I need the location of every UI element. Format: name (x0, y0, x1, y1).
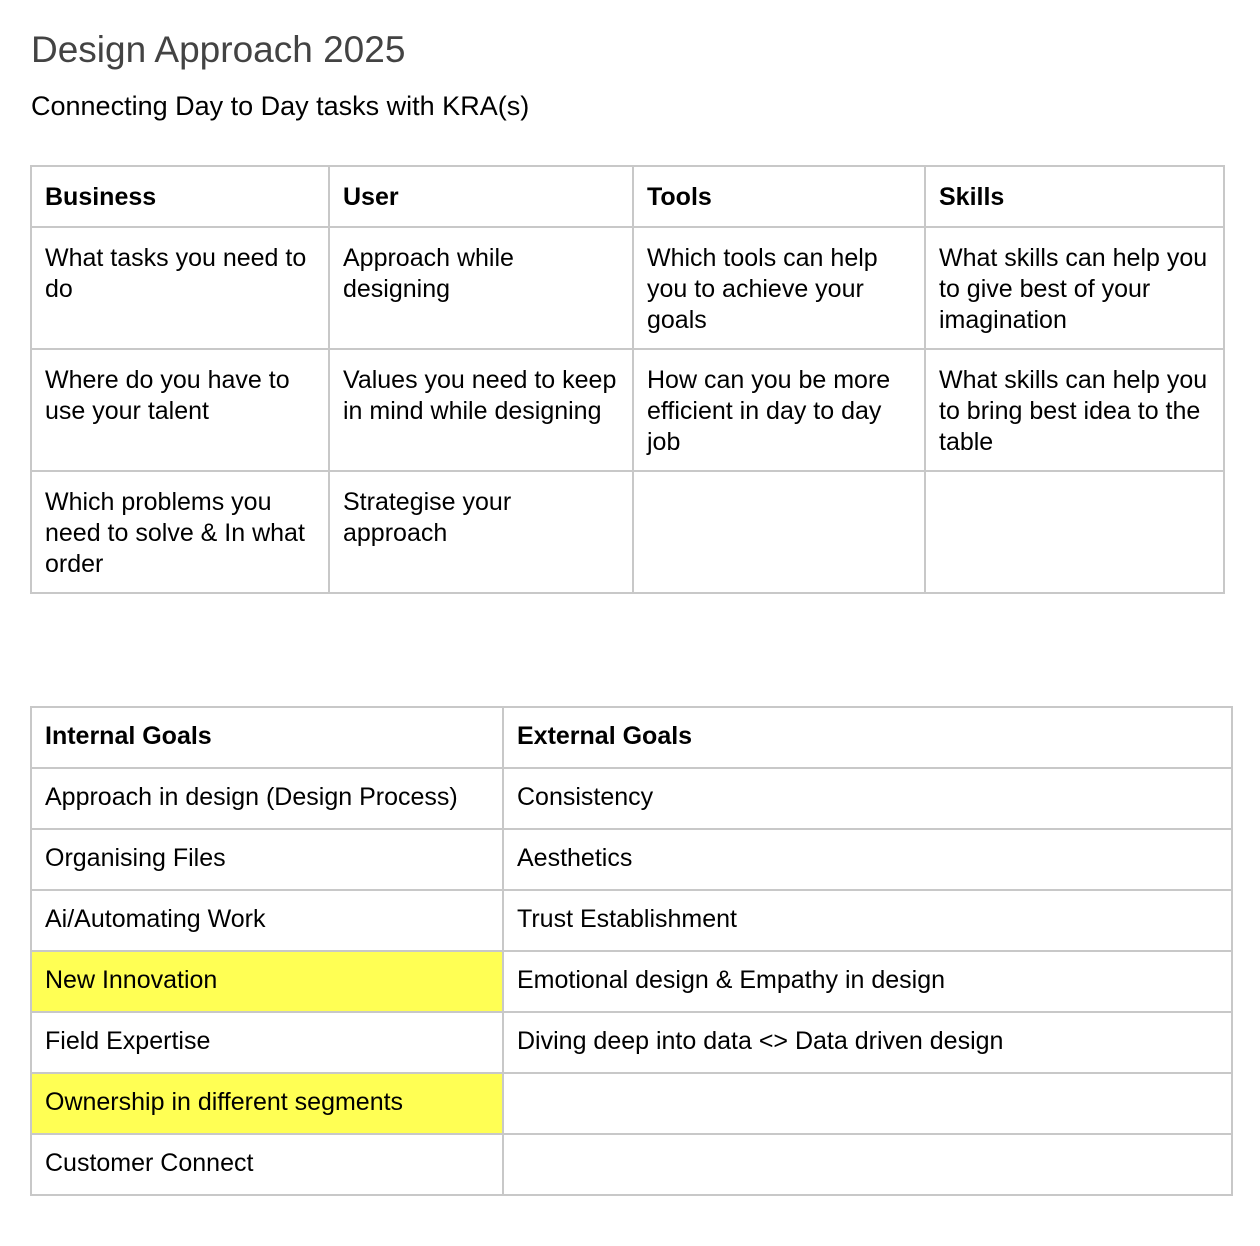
table-cell-empty (633, 471, 925, 593)
external-goal-cell (503, 1134, 1232, 1195)
table-row (31, 227, 1224, 349)
column-header-user: User (329, 166, 633, 227)
table-cell: What tasks you need to do (31, 227, 329, 349)
table-cell: Which tools can help you to achieve your goals (633, 227, 925, 349)
column-header-external-goals: External Goals (503, 707, 1232, 768)
table-cell-empty (925, 471, 1224, 593)
column-header-tools: Tools (633, 166, 925, 227)
internal-goal-cell: Customer Connect (31, 1134, 503, 1195)
table-row (31, 829, 1232, 890)
kra-header-row (31, 166, 1224, 227)
external-goal-cell (503, 1073, 1232, 1134)
table-row (31, 1012, 1232, 1073)
table-row (31, 349, 1224, 471)
column-header-skills: Skills (925, 166, 1224, 227)
internal-goal-cell: Ai/Automating Work (31, 890, 503, 951)
table-row (31, 1073, 1232, 1134)
table-cell: What skills can help you to give best of your imagination (925, 227, 1224, 349)
internal-goal-cell: Field Expertise (31, 1012, 503, 1073)
table-cell: Which problems you need to solve & In what order (31, 471, 329, 593)
kra-table (30, 165, 1225, 594)
internal-goal-cell: Ownership in different segments (31, 1073, 503, 1134)
column-header-internal-goals: Internal Goals (31, 707, 503, 768)
internal-goal-cell: Approach in design (Design Process) (31, 768, 503, 829)
table-cell: Values you need to keep in mind while designing (329, 349, 633, 471)
table-cell: Where do you have to use your talent (31, 349, 329, 471)
document-title: Design Approach 2025 (31, 29, 406, 70)
document-subtitle: Connecting Day to Day tasks with KRA(s) (31, 91, 530, 121)
column-header-business: Business (31, 166, 329, 227)
external-goal-cell: Aesthetics (503, 829, 1232, 890)
goals-header-row (31, 707, 1232, 768)
table-cell: How can you be more efficient in day to day job (633, 349, 925, 471)
table-row (31, 768, 1232, 829)
table-cell: Approach while designing (329, 227, 633, 349)
external-goal-cell: Emotional design & Empathy in design (503, 951, 1232, 1012)
external-goal-cell: Consistency (503, 768, 1232, 829)
external-goal-cell: Trust Establishment (503, 890, 1232, 951)
internal-goal-cell: Organising Files (31, 829, 503, 890)
table-row (31, 1134, 1232, 1195)
table-row (31, 471, 1224, 593)
table-cell: Strategise your approach (329, 471, 633, 593)
internal-goal-cell: New Innovation (31, 951, 503, 1012)
table-cell: What skills can help you to bring best idea to the table (925, 349, 1224, 471)
external-goal-cell: Diving deep into data <> Data driven design (503, 1012, 1232, 1073)
table-row (31, 951, 1232, 1012)
goals-table (30, 706, 1233, 1196)
table-row (31, 890, 1232, 951)
